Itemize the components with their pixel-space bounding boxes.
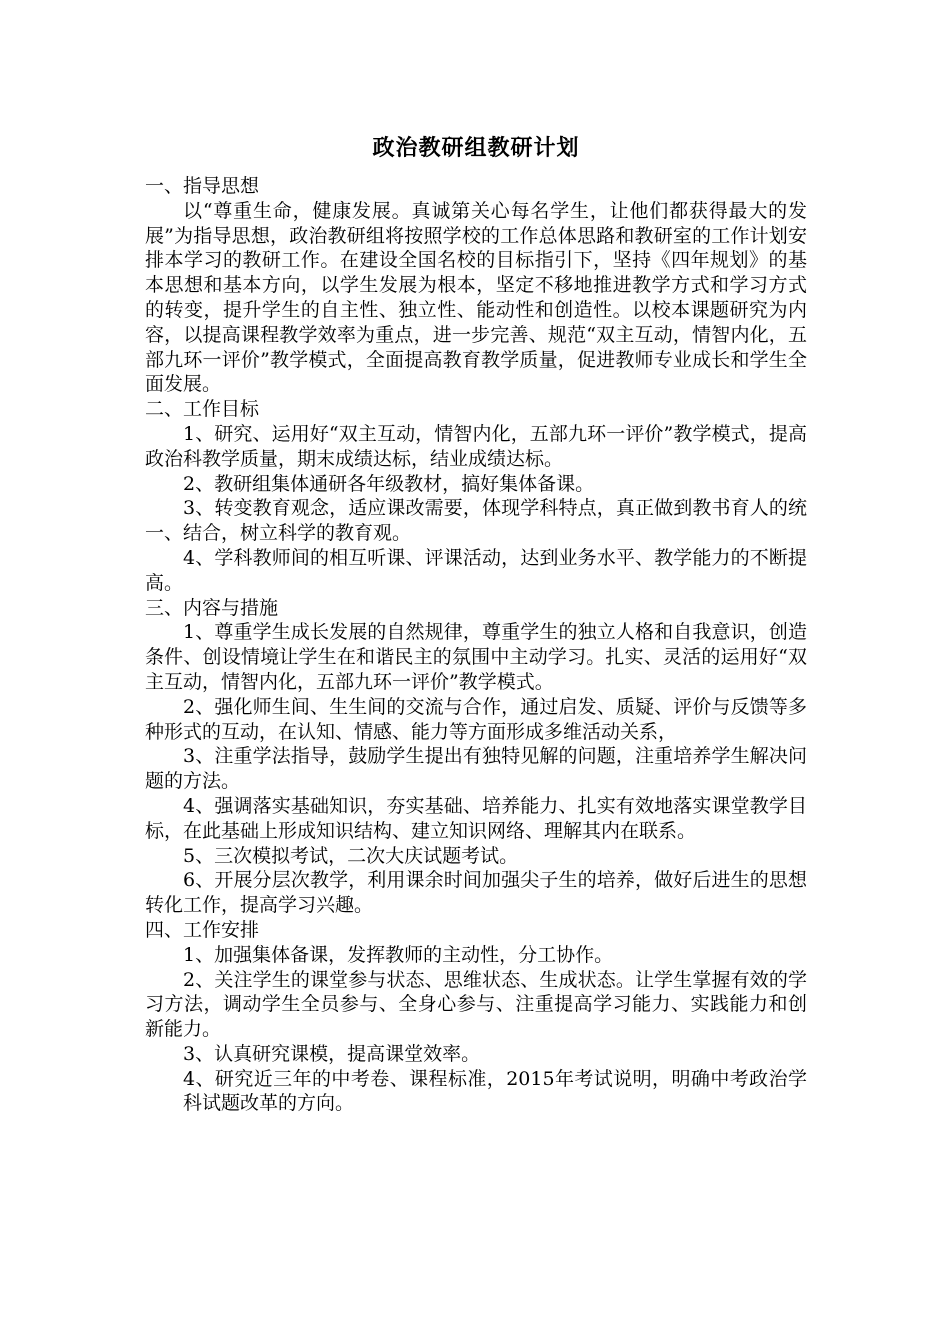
paragraph: 3、转变教育观念，适应课改需要，体现学科特点，真正做到教书育人的统一、结合，树立科学的教育观。 xyxy=(145,497,807,545)
paragraph: 6、开展分层次教学，利用课余时间加强尖子生的培养，做好后进生的思想转化工作，提高学习兴趣。 xyxy=(145,869,807,917)
section-heading: 一、指导思想 xyxy=(145,175,260,197)
section-work-arrangement xyxy=(145,918,807,1116)
paragraph: 4、强调落实基础知识，夯实基础、培养能力、扎实有效地落实课堂教学目标，在此基础上形成知识结构、建立知识网络、理解其内在联系。 xyxy=(145,794,807,842)
paragraph: 4、学科教师间的相互听课、评课活动，达到业务水平、教学能力的不断提高。 xyxy=(145,546,807,594)
section-guiding-ideology xyxy=(145,174,807,397)
section-work-goals xyxy=(145,397,807,595)
document-page xyxy=(145,128,807,1116)
paragraph: 2、关注学生的课堂参与状态、思维状态、生成状态。让学生掌握有效的学习方法，调动学生全员参与、全身心参与、注重提高学习能力、实践能力和创新能力。 xyxy=(145,968,807,1041)
paragraph: 1、研究、运用好“双主互动，情智内化，五部九环一评价”教学模式，提高政治科教学质量，期末成绩达标，结业成绩达标。 xyxy=(145,422,807,470)
paragraph: 4、研究近三年的中考卷、课程标准，2015年考试说明，明确中考政治学科试题改革的方向。 xyxy=(183,1067,807,1115)
document-title: 政治教研组教研计划 xyxy=(372,135,580,161)
paragraph: 1、尊重学生成长发展的自然规律，尊重学生的独立人格和自我意识，创造条件、创设情境让学生在和谐民主的氛围中主动学习。扎实、灵活的运用好“双主互动，情智内化，五部九环一评价”教学模式。 xyxy=(145,621,807,693)
paragraph: 2、教研组集体通研各年级教材，搞好集体备课。 xyxy=(183,472,595,495)
paragraph: 5、三次模拟考试，二次大庆试题考试。 xyxy=(183,844,519,867)
section-heading: 四、工作安排 xyxy=(145,918,260,941)
section-heading: 二、工作目标 xyxy=(145,398,260,421)
paragraph: 3、注重学法指导，鼓励学生提出有独特见解的问题，注重培养学生解决问题的方法。 xyxy=(145,745,807,793)
paragraph: 3、认真研究课模，提高课堂效率。 xyxy=(183,1042,481,1065)
paragraph: 2、强化师生间、生生间的交流与合作，通过启发、质疑、评价与反馈等多种形式的互动，在认知、情感、能力等方面形成多维活动关系， xyxy=(145,695,807,743)
paragraph: 1、加强集体备课，发挥教师的主动性，分工协作。 xyxy=(183,943,614,966)
section-content-measures xyxy=(145,596,807,918)
paragraph: 以“尊重生命，健康发展。真诚第关心每名学生，让他们都获得最大的发展”为指导思想，政治教研组将按照学校的工作总体思路和教研室的工作计划安排本学习的教研工作。在建设全国名校的目标指引下，坚持《四年规划》的基本思想和基本方向，以学生发展为根本，坚定不移地推进教学方式和学习方式的转变，提升学生的自主性、独立性、能动性和创造性。以校本课题研究为内容，以提高课程教学效率为重点，进一步完善、规范“双主互动，情智内化，五部九环一评价”教学模式，全面提高教育教学质量，促进教师专业成长和学生全面发展。 xyxy=(145,199,807,396)
section-heading: 三、内容与措施 xyxy=(145,596,279,619)
